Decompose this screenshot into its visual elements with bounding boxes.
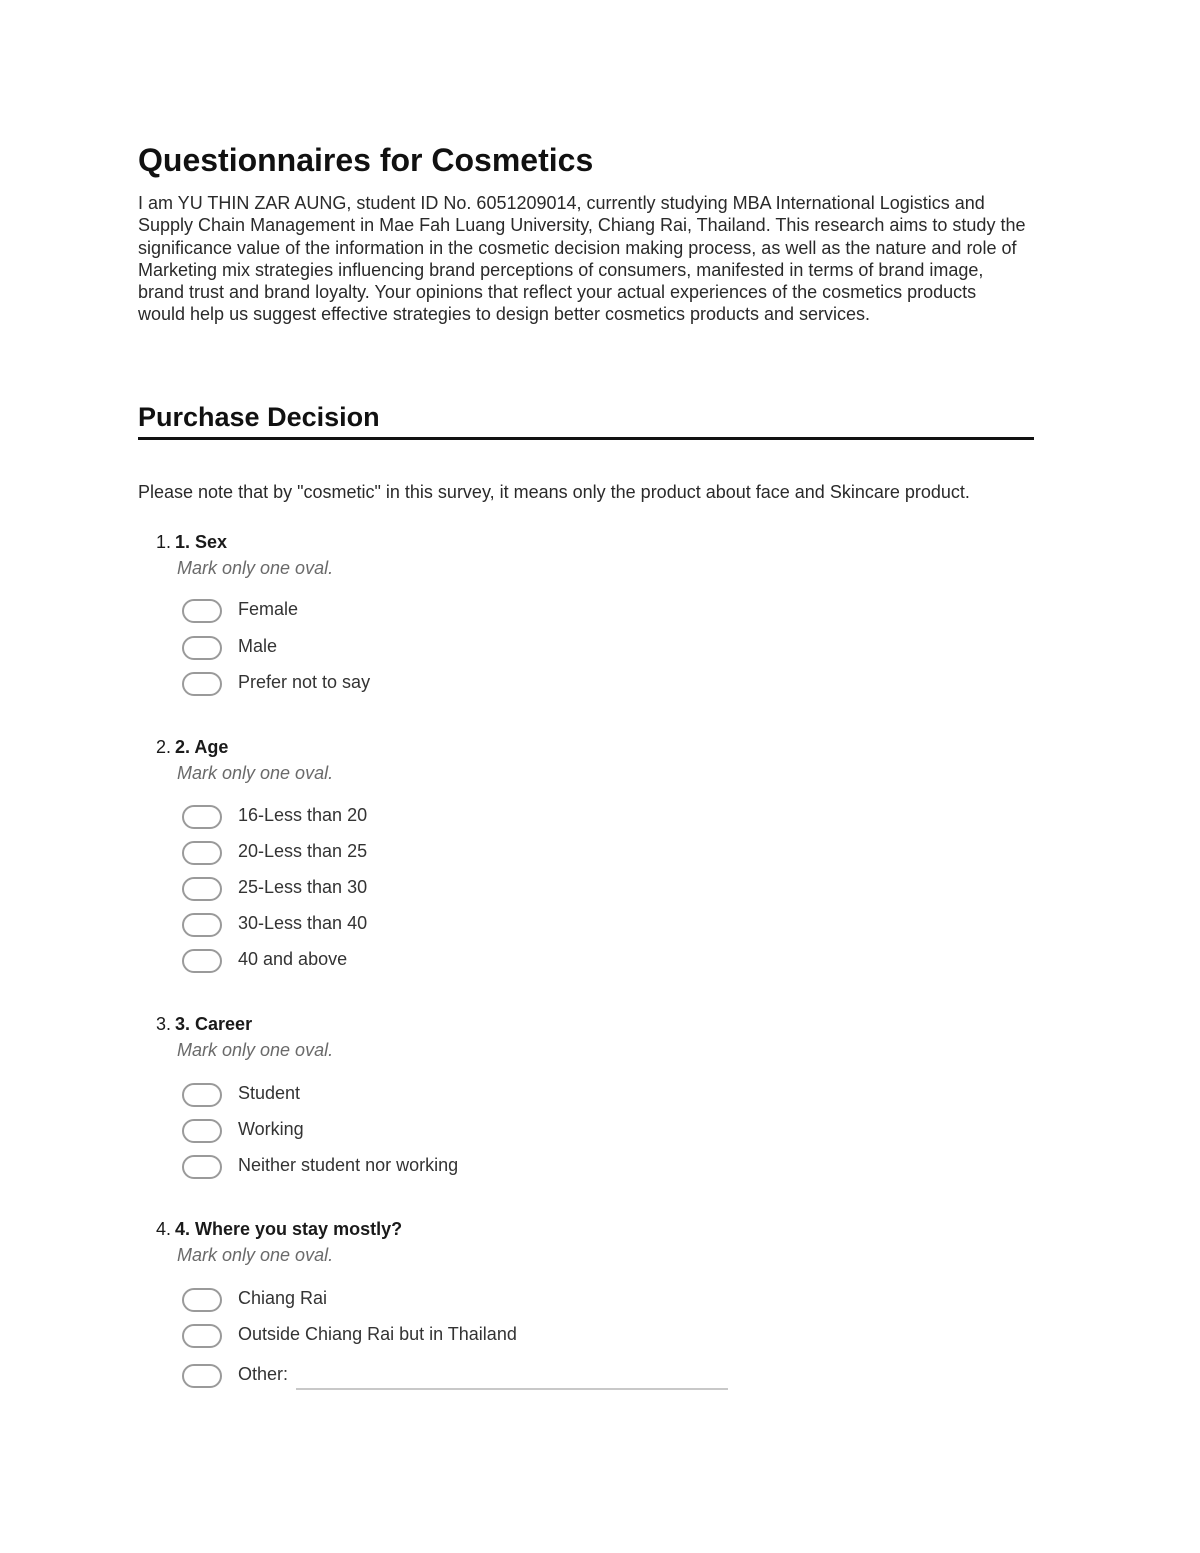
option-label: 25-Less than 30	[238, 877, 368, 897]
question-number: 4.	[156, 1219, 172, 1239]
radio-oval[interactable]	[182, 1364, 222, 1388]
radio-oval[interactable]	[182, 599, 222, 623]
question-header	[156, 1219, 402, 1240]
option-label: Working	[238, 1119, 304, 1139]
option-label: 20-Less than 25	[238, 841, 368, 861]
radio-oval[interactable]	[182, 1288, 222, 1312]
option-female[interactable]	[182, 599, 882, 627]
section-title: Purchase Decision	[138, 402, 1034, 440]
question-hint: Mark only one oval.	[177, 1040, 334, 1060]
option-label: Female	[238, 599, 299, 619]
option-prefer-not-to-say[interactable]	[182, 672, 882, 700]
option-label: Prefer not to say	[238, 672, 371, 692]
question-title: 2. Age	[175, 737, 229, 757]
option-30-less-than-40[interactable]	[182, 913, 882, 941]
question-header	[156, 737, 228, 758]
radio-oval[interactable]	[182, 1083, 222, 1107]
option-label: 30-Less than 40	[238, 913, 368, 933]
question-header	[156, 1014, 252, 1035]
radio-oval[interactable]	[182, 949, 222, 973]
option-outside-chiang-rai[interactable]	[182, 1324, 882, 1352]
option-16-less-than-20[interactable]	[182, 805, 882, 833]
question-hint: Mark only one oval.	[177, 763, 334, 783]
radio-oval[interactable]	[182, 841, 222, 865]
radio-oval[interactable]	[182, 913, 222, 937]
question-header	[156, 532, 227, 553]
question-title: 3. Career	[175, 1014, 253, 1034]
question-title: 1. Sex	[175, 532, 228, 552]
option-label: Other:	[238, 1364, 289, 1384]
option-label: Student	[238, 1083, 301, 1103]
radio-oval[interactable]	[182, 636, 222, 660]
radio-oval[interactable]	[182, 1119, 222, 1143]
question-number: 3.	[156, 1014, 172, 1034]
option-working[interactable]	[182, 1119, 882, 1147]
option-40-and-above[interactable]	[182, 949, 882, 977]
document-title: Questionnaires for Cosmetics	[138, 142, 594, 178]
question-title: 4. Where you stay mostly?	[175, 1219, 403, 1239]
question-hint: Mark only one oval.	[177, 1245, 334, 1265]
option-chiang-rai[interactable]	[182, 1288, 882, 1316]
option-label: 40 and above	[238, 949, 348, 969]
radio-oval[interactable]	[182, 805, 222, 829]
option-label: 16-Less than 20	[238, 805, 368, 825]
option-label: Outside Chiang Rai but in Thailand	[238, 1324, 517, 1344]
option-student[interactable]	[182, 1083, 882, 1111]
question-number: 2.	[156, 737, 172, 757]
option-other[interactable]	[182, 1364, 882, 1392]
option-label: Neither student nor working	[238, 1155, 459, 1175]
option-male[interactable]	[182, 636, 882, 664]
question-hint: Mark only one oval.	[177, 558, 334, 578]
option-label: Chiang Rai	[238, 1288, 328, 1308]
question-number: 1.	[156, 532, 172, 552]
option-20-less-than-25[interactable]	[182, 841, 882, 869]
radio-oval[interactable]	[182, 1155, 222, 1179]
section-description: Please note that by "cosmetic" in this survey, it means only the product about face and Skincare product.	[138, 482, 970, 502]
option-neither[interactable]	[182, 1155, 882, 1183]
option-label: Male	[238, 636, 278, 656]
radio-oval[interactable]	[182, 1324, 222, 1348]
option-25-less-than-30[interactable]	[182, 877, 882, 905]
other-text-field[interactable]	[296, 1388, 728, 1390]
radio-oval[interactable]	[182, 877, 222, 901]
radio-oval[interactable]	[182, 672, 222, 696]
intro-paragraph: I am YU THIN ZAR AUNG, student ID No. 6051209014, currently studying MBA International Logistics and Supply Chain Management in Mae Fah Luang University, Chiang Rai, Thailand. This research aims to study the significance value of the information in the cosmetic decision making process, as well as the nature and role of Marketing mix strategies influencing brand perceptions of consumers, manifested in terms of brand image, brand trust and brand loyalty. Your opinions that reflect your actual experiences of the cosmetics products would help us suggest effective strategies to design better cosmetics products and services.	[138, 193, 1026, 325]
